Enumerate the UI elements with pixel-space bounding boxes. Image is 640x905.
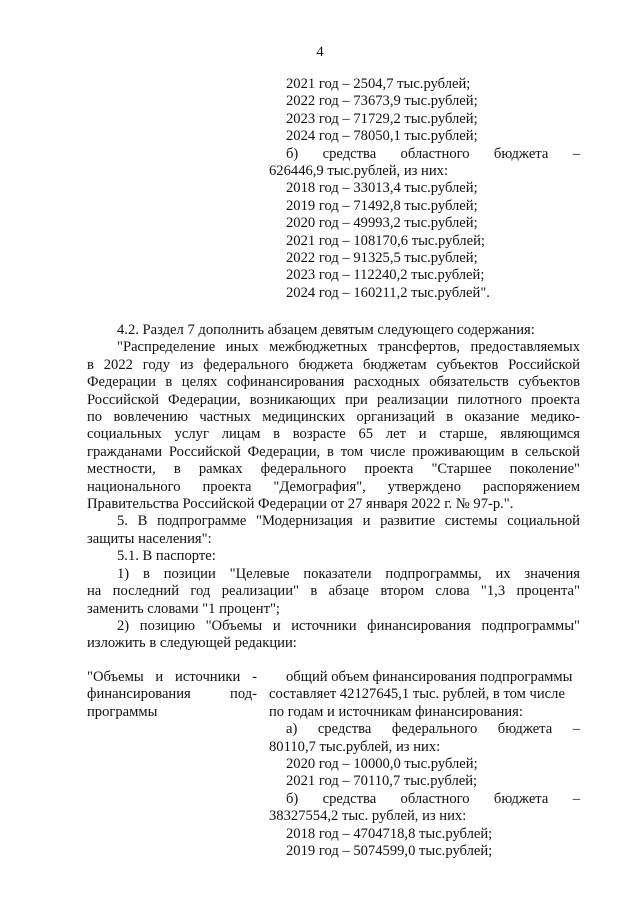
year-line: 2022 год – 73673,9 тыс.рублей; — [286, 93, 478, 110]
year-line: 2023 год – 112240,2 тыс.рублей; — [286, 267, 485, 284]
item-2-line: изложить в следующей редакции: — [87, 635, 297, 652]
item-1-line: 1) в позиции "Целевые показатели подпрограммы, их значения — [117, 565, 580, 582]
paragraph-line: в 2022 году из федерального бюджета бюджетам субъектов Российской — [87, 356, 580, 373]
year-line: 2024 год – 78050,1 тыс.рублей; — [286, 128, 478, 145]
year-line: 2019 год – 71492,8 тыс.рублей; — [286, 197, 478, 214]
section-5-1-heading: 5.1. В паспорте: — [117, 548, 216, 565]
table-left-line: финансирования под- — [87, 686, 257, 703]
year-line: 2021 год – 108170,6 тыс.рублей; — [286, 232, 485, 249]
section-5-line: защиты населения": — [87, 530, 212, 547]
source-amount-line: 626446,9 тыс.рублей, из них: — [269, 163, 449, 180]
item-2-line: 2) позицию "Объемы и источники финансирования подпрограммы" — [117, 617, 580, 634]
page-number: 4 — [316, 44, 324, 60]
table-right-line: б) средства областного бюджета – — [286, 790, 580, 807]
year-line: 2024 год – 160211,2 тыс.рублей". — [286, 284, 490, 301]
table-right-line: 2021 год – 70110,7 тыс.рублей; — [286, 773, 478, 790]
year-line: 2021 год – 2504,7 тыс.рублей; — [286, 76, 471, 92]
paragraph-line: Российской Федерации, возникающих при реализации пилотного проекта — [87, 391, 580, 408]
section-5-line: 5. В подпрограмме "Модернизация и развитие системы социальной — [117, 513, 580, 530]
year-line: 2022 год – 91325,5 тыс.рублей; — [286, 250, 478, 267]
table-right-line: общий объем финансирования подпрограммы — [286, 669, 573, 685]
table-right-line: составляет 42127645,1 тыс. рублей, в том числе — [269, 686, 565, 703]
section-heading: 4.2. Раздел 7 дополнить абзацем девятым следующего содержания: — [117, 322, 535, 338]
table-right-line: 80110,7 тыс.рублей, из них: — [269, 738, 441, 755]
paragraph-line: по вовлечению частных медицинских организаций в оказание медико- — [87, 409, 580, 426]
top-financing-block — [269, 76, 580, 302]
table-left-column — [87, 669, 257, 721]
item-1-line: заменить словами "1 процент"; — [87, 600, 280, 617]
paragraph-line: "Распределение иных межбюджетных трансфертов, предоставляемых — [117, 339, 580, 356]
source-line: б) средства областного бюджета – — [286, 145, 580, 162]
paragraph-line: социальных услуг лицам в возрасте 65 лет и старше, являющимся — [87, 426, 580, 443]
item-1-line: на последний год реализации" в абзаце втором слова "1,3 процента" — [87, 583, 580, 600]
table-right-line: 2019 год – 5074599,0 тыс.рублей; — [286, 843, 493, 860]
paragraph-line: национального проекта "Демография", утверждено распоряжением — [87, 478, 580, 495]
table-right-line: а) средства федерального бюджета – — [286, 721, 580, 738]
section-4-2 — [87, 322, 580, 653]
year-line: 2023 год – 71729,2 тыс.рублей; — [286, 110, 478, 127]
paragraph-line: Правительства Российской Федерации от 27 января 2022 г. № 97-р.". — [87, 496, 514, 513]
table-right-line: 2020 год – 10000,0 тыс.рублей; — [286, 756, 478, 773]
table-right-column — [269, 669, 580, 860]
paragraph-line: Федерации в целях софинансирования расходных обязательств субъектов — [87, 374, 580, 391]
paragraph-line: гражданами Российской Федерации, в том числе проживающим в сельской — [87, 443, 580, 460]
paragraph-line: местности, в рамках федерального проекта "Старшее поколение" — [87, 461, 580, 478]
table-left-line: "Объемы и источники - — [87, 669, 257, 685]
year-line: 2020 год – 49993,2 тыс.рублей; — [286, 215, 478, 232]
table-right-line: 38327554,2 тыс. рублей, из них: — [269, 808, 467, 825]
table-right-line: по годам и источникам финансирования: — [269, 703, 523, 720]
year-line: 2018 год – 33013,4 тыс.рублей; — [286, 180, 478, 197]
table-left-line: программы — [87, 703, 158, 720]
table-right-line: 2018 год – 4704718,8 тыс.рублей; — [286, 825, 493, 842]
